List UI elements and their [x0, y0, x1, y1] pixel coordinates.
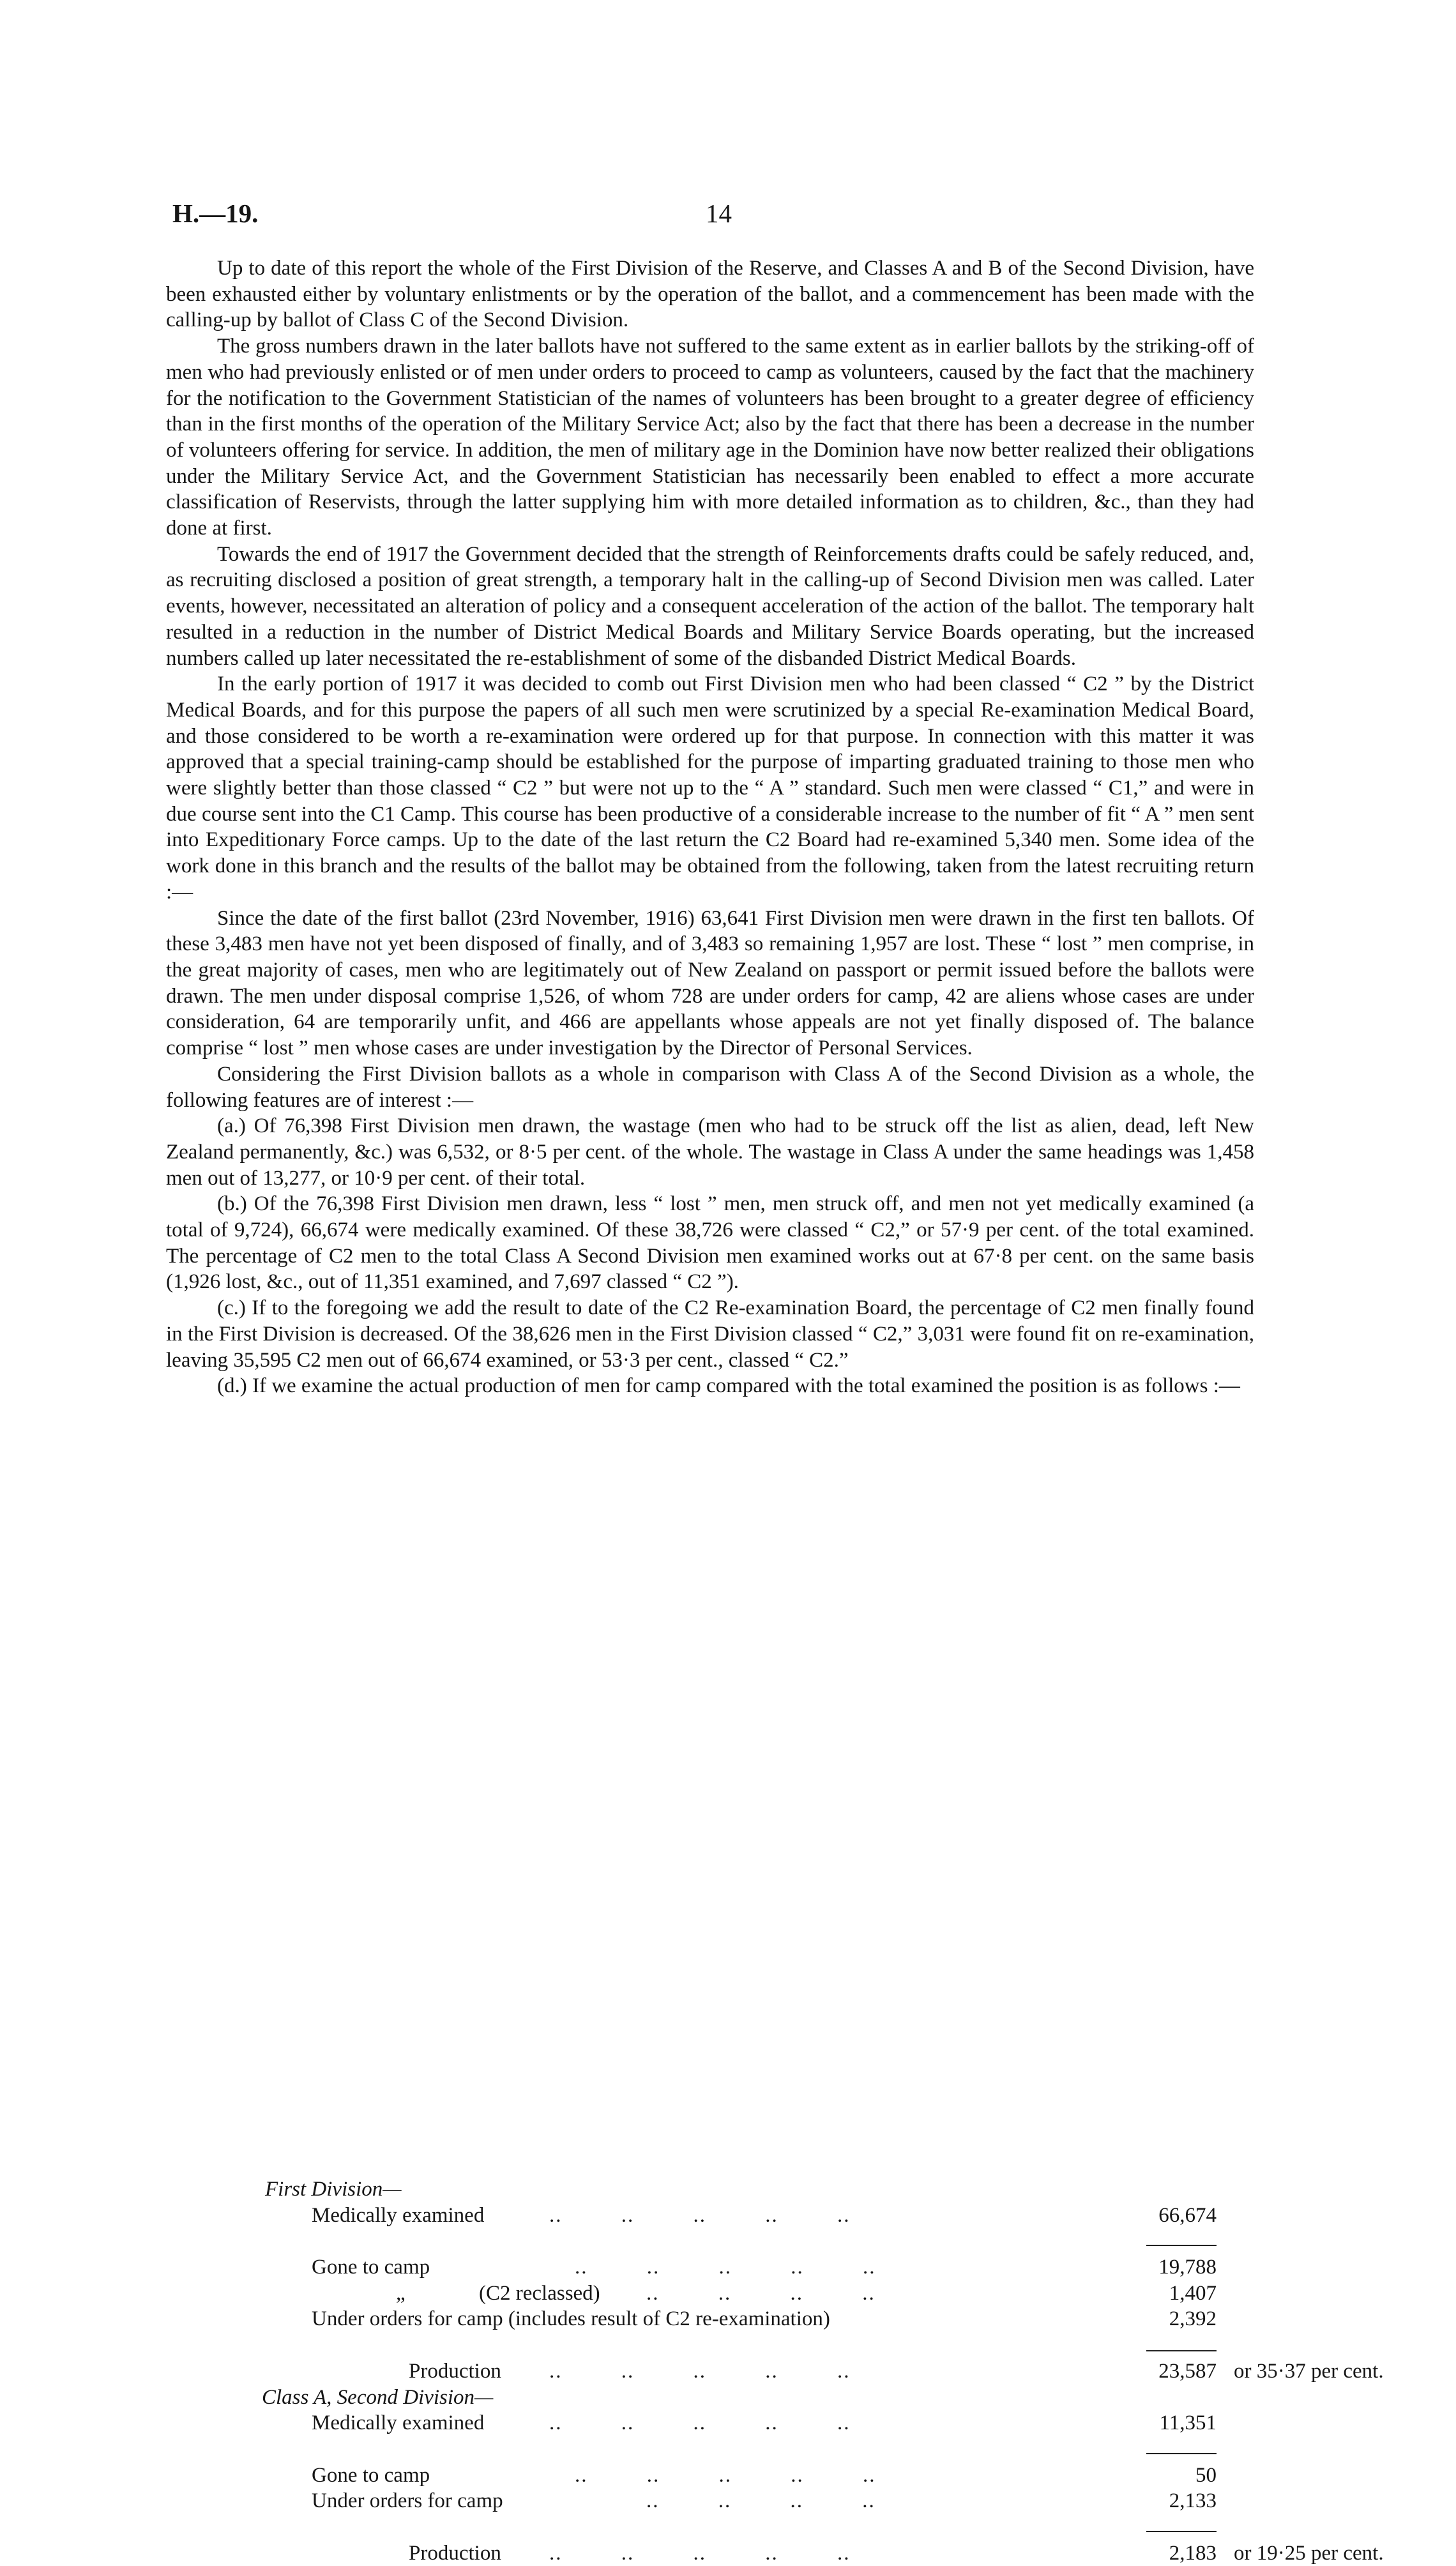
row-value: 50 — [1195, 2463, 1217, 2487]
paragraph: (b.) Of the 76,398 First Division men drawn, less “ lost ” men, men struck off, and men not yet medically examined (a total of 9,724), 66,674 were medically examined. Of these 38,726 were classed “ C2,” or 57·9 per cent. of the total examined. The percentage of C2 men to the total Class A Second Division men examined works out at 67·8 per cent. on the same basis (1,926 lost, &c., out of 11,351 examined, and 7,697 classed “ C2 ”). — [166, 1192, 1254, 1294]
report-body — [166, 255, 1254, 1399]
table-spacer — [166, 2332, 1264, 2358]
table-row — [166, 2540, 1384, 2566]
paragraph: (d.) If we examine the actual production of men for camp compared with the total examined the position is as follows :— — [217, 1374, 1240, 1398]
section-heading-first-division — [166, 2176, 1264, 2203]
row-label: Medically examined — [312, 2203, 485, 2227]
row-label: Gone to camp — [312, 2256, 430, 2279]
section-heading: Class A, Second Division— — [262, 2385, 494, 2409]
row-label: Gone to camp — [312, 2463, 430, 2487]
document-reference: H.—19. — [172, 199, 259, 228]
paragraph: The gross numbers drawn in the later ballots have not suffered to the same extent as in earlier ballots by the striking-off of men who had previously enlisted or of men under orders to proceed to camp as volunteers, caused by the fact that the machinery for the notification to the Government Statistician of the names of volunteers has been brought to a greater degree of efficiency than in the first months of the operation of the Military Service Act; also by the fact that there has been a decrease in the number of volunteers offering for service. In addition, the men of military age in the Dominion have now better realized their obligations under the Military Service Act, and the Government Statistician has necessarily been enabled to effect a more accurate classification of Reservists, through the latter supplying him with more detailed information as to children, &c., than they had done at first. — [166, 335, 1254, 540]
row-value: 2,183 — [1169, 2541, 1217, 2565]
row-value: 2,392 — [1169, 2307, 1217, 2331]
leader-dots: .. .. .. .. .. — [549, 2203, 851, 2227]
table-spacer — [166, 2436, 1264, 2463]
row-percentage: or 35·37 per cent. — [1234, 2359, 1384, 2383]
total-rule — [1146, 2245, 1217, 2246]
table-row — [166, 2358, 1384, 2385]
section-heading: First Division— — [265, 2178, 402, 2201]
table-row — [166, 2463, 1264, 2489]
table-row — [166, 2410, 1264, 2436]
paragraph: Up to date of this report the whole of the First Division of the Reserve, and Classes A and B of the Second Division, have been exhausted either by voluntary enlistments or by the operation of the ballot, and a commencement has been made with the calling-up by ballot of Class C of the Second Division. — [166, 257, 1254, 332]
section-heading-class-a — [166, 2385, 1264, 2411]
row-value: 23,587 — [1158, 2359, 1217, 2383]
row-percentage: or 19·25 per cent. — [1234, 2541, 1384, 2565]
paragraph: (c.) If to the foregoing we add the result to date of the C2 Re-examination Board, the percentage of C2 men finally found in the First Division is decreased. Of the 38,626 men in the First Division classed “ C2,” 3,031 were found fit on re-examination, leaving 35,595 C2 men out of 66,674 examined, or 53·3 per cent., classed “ C2.” — [166, 1296, 1254, 1372]
ditto-mark: „ — [396, 2281, 406, 2305]
leader-dots: .. .. .. .. — [646, 2281, 876, 2305]
page-header — [172, 198, 1258, 236]
row-label: Medically examined — [312, 2411, 485, 2435]
table-row — [166, 2281, 1264, 2307]
table-spacer — [166, 2228, 1264, 2254]
row-label: Under orders for camp (includes result of C2 re-examination) — [312, 2307, 830, 2331]
row-value: 19,788 — [1158, 2256, 1217, 2279]
row-label: Under orders for camp — [312, 2489, 503, 2513]
paragraph: (a.) Of 76,398 First Division men drawn, the wastage (men who had to be struck off the list as alien, dead, left New Zealand permanently, &c.) was 6,532, or 8·5 per cent. of the whole. The wastage in Class A under the same headings was 1,458 men out of 13,277, or 10·9 per cent. of their total. — [166, 1114, 1254, 1190]
leader-dots: .. .. .. .. .. — [575, 2256, 876, 2279]
row-label: Production — [409, 2541, 501, 2565]
production-table — [166, 2176, 1384, 2566]
total-rule — [1146, 2453, 1217, 2454]
table-row — [166, 2203, 1264, 2229]
page-number: 14 — [706, 199, 732, 228]
paragraph: Considering the First Division ballots as a whole in comparison with Class A of the Second Division as a whole, the following features are of interest :— — [166, 1062, 1254, 1112]
total-rule — [1146, 2350, 1217, 2351]
paragraph: In the early portion of 1917 it was decided to comb out First Division men who had been classed “ C2 ” by the District Medical Boards, and for this purpose the papers of all such men were scrutinized by a special Re-examination Medical Board, and those considered to be worth a re-examination were ordered up for that purpose. In connection with this matter it was approved that a special training-camp should be established for the purpose of imparting graduated training to those men who were slightly better than those classed “ C2 ” but were not up to the “ A ” standard. Such men were classed “ C1,” and were in due course sent into the C1 Camp. This course has been productive of a considerable increase to the number of fit “ A ” men sent into Expeditionary Force camps. Up to the date of the last return the C2 Board had re-examined 5,340 men. Some idea of the work done in this branch and the results of the ballot may be obtained from the following, taken from the latest recruiting return :— — [166, 672, 1254, 904]
row-value: 66,674 — [1158, 2203, 1217, 2227]
paragraph: Since the date of the first ballot (23rd November, 1916) 63,641 First Division men were drawn in the first ten ballots. Of these 3,483 men have not yet been disposed of finally, and of 3,483 so remaining 1,957 are lost. These “ lost ” men comprise, in the great majority of cases, men who are legitimately out of New Zealand on passport or permit issued before the ballots were drawn. The men under disposal comprise 1,526, of whom 728 are under orders for camp, 42 are aliens whose cases are under consideration, 64 are temporarily unfit, and 466 are appellants whose appeals are not yet finally disposed of. The balance comprise “ lost ” men whose cases are under investigation by the Director of Personal Services. — [166, 906, 1254, 1060]
row-value: 11,351 — [1159, 2411, 1217, 2435]
row-label: Production — [409, 2359, 501, 2383]
row-value: 1,407 — [1169, 2281, 1217, 2305]
total-rule — [1146, 2531, 1217, 2532]
table-row — [166, 2306, 1264, 2332]
row-label: (C2 reclassed) — [479, 2281, 600, 2305]
leader-dots: .. .. .. .. .. — [549, 2411, 851, 2435]
table-row — [166, 2488, 1264, 2514]
row-value: 2,133 — [1169, 2489, 1217, 2513]
leader-dots: .. .. .. .. .. — [549, 2541, 851, 2565]
table-row — [166, 2254, 1264, 2281]
leader-dots: .. .. .. .. — [646, 2489, 876, 2513]
table-spacer — [166, 2514, 1264, 2540]
leader-dots: .. .. .. .. .. — [575, 2463, 876, 2487]
paragraph: Towards the end of 1917 the Government decided that the strength of Reinforcements drafts could be safely reduced, and, as recruiting disclosed a position of great strength, a temporary halt in the calling-up of Second Division men was called. Later events, however, necessitated an alteration of policy and a consequent acceleration of the action of the ballot. The temporary halt resulted in a reduction in the number of District Medical Boards and Military Service Boards operating, but the increased numbers called up later necessitated the re-establishment of some of the disbanded District Medical Boards. — [166, 542, 1254, 670]
leader-dots: .. .. .. .. .. — [549, 2359, 851, 2383]
